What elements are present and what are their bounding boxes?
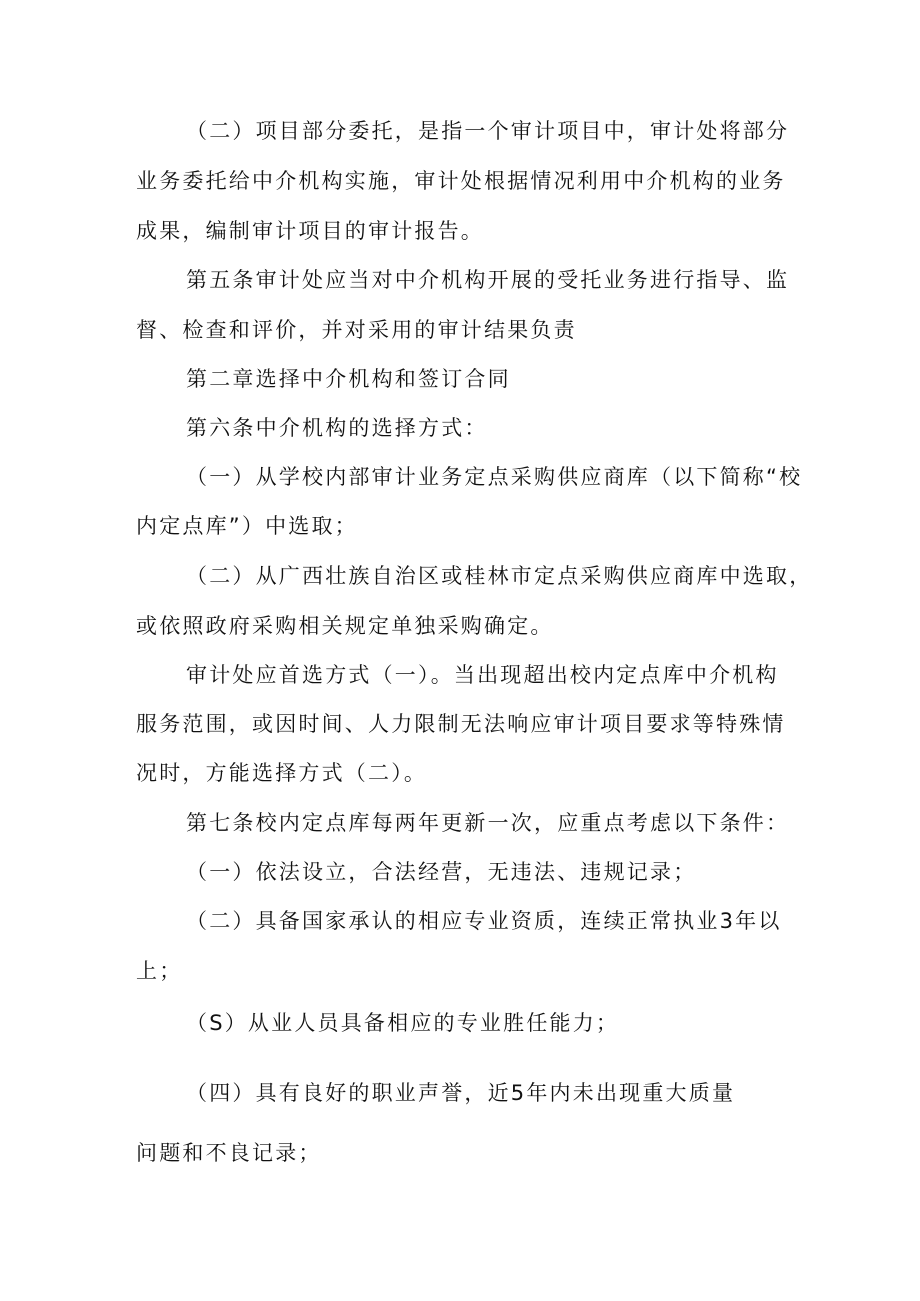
text-line: 或依照政府采购相关规定单独采购确定。 bbox=[136, 614, 554, 638]
text-line: （二）项目部分委托，是指一个审计项目中，审计处将部分 bbox=[186, 119, 790, 143]
text-line: 况时，方能选择方式（二）。 bbox=[136, 761, 428, 785]
text-line: 问题和不良记录； bbox=[136, 1141, 322, 1165]
text-line: （四）具有良好的职业声誉，近5年内未出现重大质量 bbox=[186, 1081, 736, 1105]
text-line: （二）具备国家承认的相应专业资质，连续正常执业3年以 bbox=[186, 909, 782, 933]
text-line: （S）从业人员具备相应的专业胜任能力； bbox=[186, 1011, 620, 1035]
text-line: 成果，编制审计项目的审计报告。 bbox=[136, 219, 484, 243]
text-line: 第七条校内定点库每两年更新一次，应重点考虑以下条件： bbox=[186, 811, 790, 835]
text-line: 第五条审计处应当对中介机构开展的受托业务进行指导、监 bbox=[186, 268, 790, 292]
text-line: 内定点库”）中选取； bbox=[136, 514, 358, 538]
text-line: （一）从学校内部审计业务定点采购供应商库（以下简称“校 bbox=[186, 465, 803, 489]
text-line: 督、检查和评价，并对采用的审计结果负责 bbox=[136, 318, 577, 342]
text-line: （二）从广西壮族自治区或桂林市定点采购供应商库中选取， bbox=[186, 564, 813, 588]
text-line: 业务委托给中介机构实施，审计处根据情况利用中介机构的业务 bbox=[136, 169, 786, 193]
chapter-heading: 第二章选择中介机构和签订合同 bbox=[186, 367, 511, 391]
text-line: （一）依法设立，合法经营，无违法、违规记录； bbox=[186, 860, 697, 884]
text-line: 审计处应首选方式（一）。当出现超出校内定点库中介机构 bbox=[186, 663, 779, 687]
text-line: 服务范围，或因时间、人力限制无法响应审计项目要求等特殊情 bbox=[136, 712, 786, 736]
text-line: 上； bbox=[136, 959, 183, 983]
text-line: 第六条中介机构的选择方式： bbox=[186, 416, 488, 440]
